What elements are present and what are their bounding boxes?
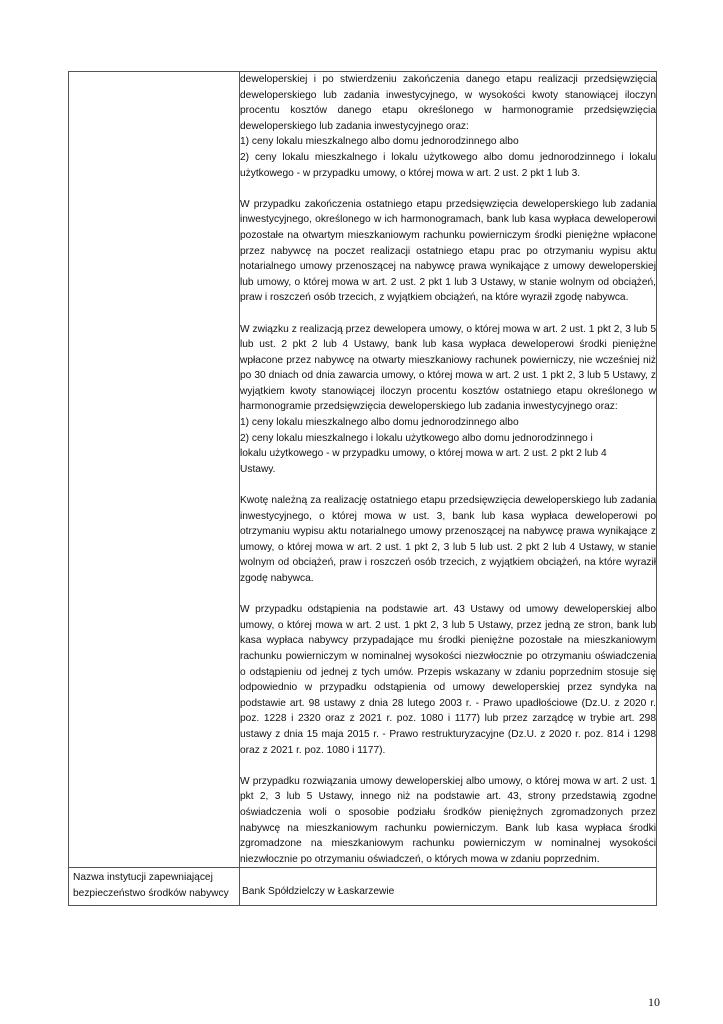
empty-label-cell	[69, 72, 240, 868]
page-number: 10	[648, 995, 660, 1009]
paragraph-line: deweloperskiej i po stwierdzeniu zakończenia danego etapu realizacji przedsięwzięcia deweloperskiego lub zadania inwestycyjnego, w wysokości kwoty stanowiącej iloczyn procentu kosztów danego etapu określonego w harmonogramie przedsięwzięcia deweloperskiego lub zadania inwestycyjnego oraz:	[240, 74, 656, 132]
paragraph	[240, 197, 656, 306]
paragraph	[240, 602, 656, 758]
content-text	[240, 72, 656, 867]
paragraph	[240, 774, 656, 868]
document-table	[68, 71, 657, 906]
table-row	[69, 72, 657, 868]
paragraph-line: Ustawy.	[240, 463, 276, 475]
paragraph-line: 2) ceny lokalu mieszkalnego i lokalu użytkowego albo domu jednorodzinnego i lokalu użytkowego - w przypadku umowy, o której mowa w art. 2 ust. 2 pkt 1 lub 3.	[240, 151, 656, 179]
paragraph-line: 2) ceny lokalu mieszkalnego i lokalu użytkowego albo domu jednorodzinnego i	[240, 432, 593, 444]
institution-value-cell	[240, 868, 657, 906]
paragraph-line: 1) ceny lokalu mieszkalnego albo domu jednorodzinnego albo	[240, 136, 519, 148]
paragraph-line: Kwotę należną za realizację ostatniego etapu przedsięwzięcia deweloperskiego lub zadania inwestycyjnego, o której mowa w ust. 3, bank lub kasa wypłaca deweloperowi po otrzymaniu wypisu aktu notarialnego umowy przenoszącej na nabywcę prawa wynikające z umowy, o której mowa w art. 2 ust. 1 pkt 2, 3 lub 5 lub ust. 2 pkt 2 lub 4 Ustawy, w stanie wolnym od obciążeń, praw i roszczeń osób trzecich, z wyjątkiem obciążeń, na które wyraził zgodę nabywca.	[240, 495, 656, 584]
institution-value: Bank Spółdzielczy w Łaskarzewie	[242, 886, 395, 898]
paragraph-line: W związku z realizacją przez dewelopera umowy, o której mowa w art. 2 ust. 1 pkt 2, 3 lub 5 lub ust. 2 pkt 2 lub 4 Ustawy, bank lub kasa wypłaca deweloperowi środki pieniężne wpłacone przez nabywcę na otwarty mieszkaniowy rachunek powierniczy, nie wcześniej niż po 30 dniach od dnia zawarcia umowy, o której mowa w art. 2 ust. 1 pkt 2, 3 lub 5 Ustawy, z wyjątkiem kwoty stanowiącej iloczyn procentu kosztów ostatniego etapu określonego w harmonogramie przedsięwzięcia deweloperskiego lub zadania inwestycyjnego oraz:	[240, 323, 656, 413]
paragraph-line: W przypadku zakończenia ostatniego etapu przedsięwzięcia deweloperskiego lub zadania inwestycyjnego, określonego w ich harmonogramach, bank lub kasa wypłaca deweloperowi pozostałe na otwartym mieszkaniowym rachunku powierniczym środki pieniężne wpłacone przez nabywcę na poczet realizacji ostatniego etapu prac po otrzymaniu wypisu aktu notarialnego umowy przenoszącej na nabywcę prawa wynikające z umowy deweloperskiej lub umowy, o której mowa w art. 2 ust. 2 pkt 1 lub 3 Ustawy, w stanie wolnym od obciążeń, praw i roszczeń osób trzecich, z wyjątkiem obciążeń, na które wyraził zgodę nabywca.	[240, 198, 656, 304]
paragraph-line: 1) ceny lokalu mieszkalnego albo domu jednorodzinnego albo	[240, 417, 519, 429]
institution-label-cell	[69, 868, 240, 906]
paragraph	[240, 72, 656, 181]
content-cell	[240, 72, 657, 868]
table-row	[69, 868, 657, 906]
paragraph-line: lokalu użytkowego - w przypadku umowy, o której mowa w art. 2 ust. 2 pkt 2 lub 4	[240, 448, 607, 460]
paragraph-line: W przypadku rozwiązania umowy deweloperskiej albo umowy, o której mowa w art. 2 ust. 1 pkt 2, 3 lub 5 Ustawy, innego niż na podstawie art. 43, strony przedstawią zgodne oświadczenia woli o sposobie podziału środków pieniężnych zgromadzonych przez nabywcę na mieszkaniowym rachunku powierniczym. Bank lub kasa wypłaca środki zgromadzone na mieszkaniowym rachunku powierniczym w nominalnej wysokości niezwłocznie po otrzymaniu oświadczeń, o których mowa w zdaniu poprzednim.	[240, 775, 656, 865]
institution-label: Nazwa instytucji zapewniającej bezpieczeństwo środków nabywcy	[73, 872, 229, 899]
paragraph-line: W przypadku odstąpienia na podstawie art. 43 Ustawy od umowy deweloperskiej albo umowy, o której mowa w art. 2 ust. 1 pkt 2, 3 lub 5 Ustawy, przez jedną ze stron, bank lub kasa wypłaca nabywcy przypadające mu środki pieniężne pozostałe na mieszkaniowym rachunku powierniczym w nominalnej wysokości niezwłocznie po otrzymaniu oświadczenia o odstąpieniu od jednej z tych umów. Przepis wskazany w zdaniu poprzednim stosuje się odpowiednio w przypadku odstąpienia od umowy deweloperskiej przez syndyka na podstawie art. 98 ustawy z dnia 28 lutego 2003 r. - Prawo upadłościowe (Dz.U. z 2020 r. poz. 1228 i 2320 oraz z 2021 r. poz. 1080 i 1177) lub przez zarządcę w trybie art. 298 ustawy z dnia 15 maja 2015 r. - Prawo restrukturyzacyjne (Dz.U. z 2020 r. poz. 814 i 1298 oraz z 2021 r. poz. 1080 i 1177).	[240, 604, 656, 756]
paragraph	[240, 493, 656, 587]
paragraph	[240, 322, 656, 478]
